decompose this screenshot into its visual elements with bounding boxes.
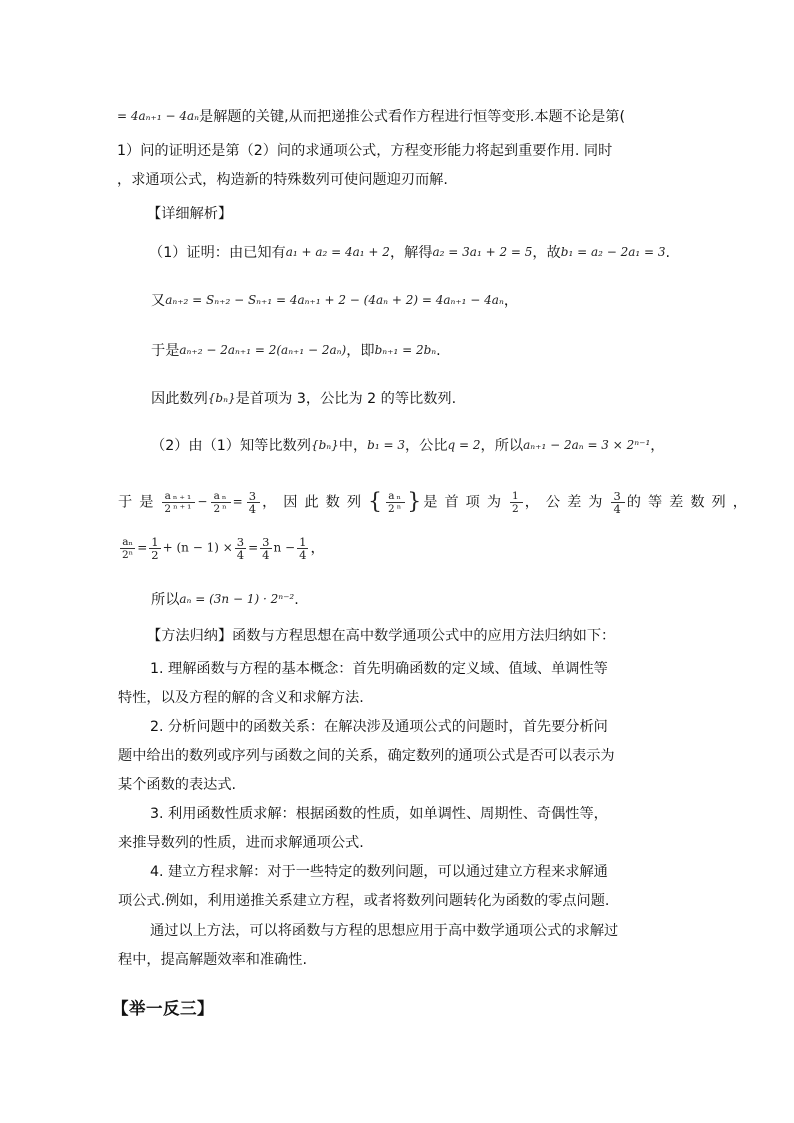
formula: {bₙ} xyxy=(207,391,236,405)
proof-line-4 xyxy=(151,388,456,409)
proof-line-3 xyxy=(151,340,441,361)
fraction: $\frac{1}{4}$ xyxy=(299,535,307,562)
fraction: $\frac{3}{4}$ xyxy=(613,489,623,516)
formula: aₙ = (3n − 1) · 2ⁿ⁻² xyxy=(179,592,295,606)
fraction: $\frac{3}{4}$ xyxy=(248,489,259,516)
text: ，所以 xyxy=(480,438,524,454)
method-item-1-line-1: 1. 理解函数与方程的基本概念：首先明确函数的定义域、值域、单调性等 xyxy=(150,661,608,677)
fraction: $\frac{3}{4}$ xyxy=(236,535,245,562)
method-summary-line-2: 程中，提高解题效率和准确性. xyxy=(118,952,307,968)
text-line-3: ，求通项公式，构造新的特殊数列可使问题迎刃而解. xyxy=(117,172,448,188)
method-intro: 【方法归纳】函数与方程思想在高中数学通项公式中的应用方法归纳如下： xyxy=(147,628,616,644)
proof-line-2 xyxy=(151,290,518,311)
right-brace: } xyxy=(407,489,424,515)
text: 中， xyxy=(338,438,368,454)
text: 是解题的关键,从而把递推公式看作方程进行恒等变形.本题不论是第( xyxy=(199,109,626,125)
part2-line-1 xyxy=(151,435,664,456)
formula: bₙ₊₁ = 2bₙ xyxy=(374,343,437,357)
expression: + (n − 1) × xyxy=(162,540,233,555)
fraction: $\frac{\text{aₙ₊₁}}{\text{2ⁿ⁺¹}}$ xyxy=(164,490,194,515)
text-line-2: 1）问的证明还是第（2）问的求通项公式，方程变形能力将起到重要作用. 同时 xyxy=(117,143,613,159)
text: （1）证明：由已知有 xyxy=(149,245,286,261)
fraction: $\frac{\text{aₙ}}{\text{2ⁿ}}$ xyxy=(388,490,404,515)
left-brace: { xyxy=(368,489,385,515)
formula: q = 2 xyxy=(447,438,481,452)
method-item-2-line-2: 题中给出的数列或序列与函数之间的关系，确定数列的通项公式是否可以表示为 xyxy=(118,748,615,764)
detail-heading: 【详细解析】 xyxy=(147,206,233,222)
text: . xyxy=(665,245,671,261)
formula: b₁ = a₂ − 2a₁ = 3 xyxy=(560,245,666,259)
text: 所以 xyxy=(151,592,180,608)
text: ，即 xyxy=(346,343,375,359)
text: 的等差数列， xyxy=(626,494,754,511)
text: . xyxy=(294,592,299,608)
text: 因此数列 xyxy=(151,391,208,407)
text: 于是 xyxy=(151,343,180,359)
part2-line-3 xyxy=(118,536,325,561)
formula: a₂ = 3a₁ + 2 = 5 xyxy=(432,245,533,259)
part2-line-2 xyxy=(118,490,754,515)
formula: = 4aₙ₊₁ − 4aₙ xyxy=(117,109,200,123)
formula: aₙ₊₂ − 2aₙ₊₁ = 2(aₙ₊₁ − 2aₙ) xyxy=(179,343,347,357)
method-item-3-line-2: 来推导数列的性质，进而求解通项公式. xyxy=(118,835,364,851)
text: ，解得 xyxy=(389,245,433,261)
expression: n − xyxy=(273,540,296,555)
text: ，公比 xyxy=(404,438,448,454)
method-item-4-line-2: 项公式.例如，利用递推关系建立方程，或者将数列问题转化为函数的零点问题. xyxy=(118,893,610,909)
method-item-2-line-1: 2. 分析问题中的函数关系：在解决涉及通项公式的问题时，首先要分析问 xyxy=(150,719,608,735)
operator: = xyxy=(232,494,245,509)
text: 于是 xyxy=(118,494,161,511)
text: ，因此数列 xyxy=(262,494,369,511)
operator: − xyxy=(197,494,210,509)
text: 是首项为 3，公比为 2 的等比数列. xyxy=(235,391,457,407)
text: （2）由（1）知等比数列 xyxy=(151,438,311,454)
fraction: $\frac{1}{2}$ xyxy=(512,490,521,515)
operator: = xyxy=(137,540,148,555)
text-line-1 xyxy=(117,106,625,127)
method-item-3-line-1: 3. 利用函数性质求解：根据函数的性质，如单调性、周期性、奇偶性等， xyxy=(150,806,608,822)
fraction: $\frac{1}{2}$ xyxy=(151,535,159,562)
text: 是首项为 xyxy=(423,494,509,511)
text: 又 xyxy=(151,293,166,309)
section-heading: 【举一反三】 xyxy=(112,999,214,1018)
text: ， xyxy=(310,540,325,557)
formula: aₙ₊₂ = Sₙ₊₂ − Sₙ₊₁ = 4aₙ₊₁ + 2 − (4aₙ + 2) = 4aₙ₊₁ − 4aₙ xyxy=(165,293,504,307)
text: ，故 xyxy=(532,245,561,261)
text: ， xyxy=(650,438,665,454)
method-item-1-line-2: 特性，以及方程的解的含义和求解方法. xyxy=(118,690,364,706)
fraction: $\frac{3}{4}$ xyxy=(262,535,270,562)
method-item-2-line-3: 某个函数的表达式. xyxy=(118,777,237,793)
method-item-4-line-1: 4. 建立方程求解：对于一些特定的数列问题，可以通过建立方程来求解通 xyxy=(150,864,608,880)
formula: aₙ₊₁ − 2aₙ = 3 × 2ⁿ⁻¹ xyxy=(523,438,651,452)
part2-line-4 xyxy=(151,589,299,610)
formula: b₁ = 3 xyxy=(367,438,405,452)
text: . xyxy=(436,343,441,359)
formula: {bₙ} xyxy=(310,438,339,452)
fraction: $\frac{\text{aₙ}}{\text{2ⁿ}}$ xyxy=(213,490,229,515)
formula: a₁ + a₂ = 4a₁ + 2 xyxy=(285,245,390,259)
fraction: $\frac{\text{aₙ}}{\text{2ⁿ}}$ xyxy=(122,536,134,561)
proof-line-1 xyxy=(149,242,670,263)
method-summary-line-1: 通过以上方法，可以将函数与方程的思想应用于高中数学通项公式的求解过 xyxy=(150,923,619,939)
operator: = xyxy=(248,540,259,555)
text: ，公差为 xyxy=(524,494,610,511)
text: ， xyxy=(503,293,519,309)
